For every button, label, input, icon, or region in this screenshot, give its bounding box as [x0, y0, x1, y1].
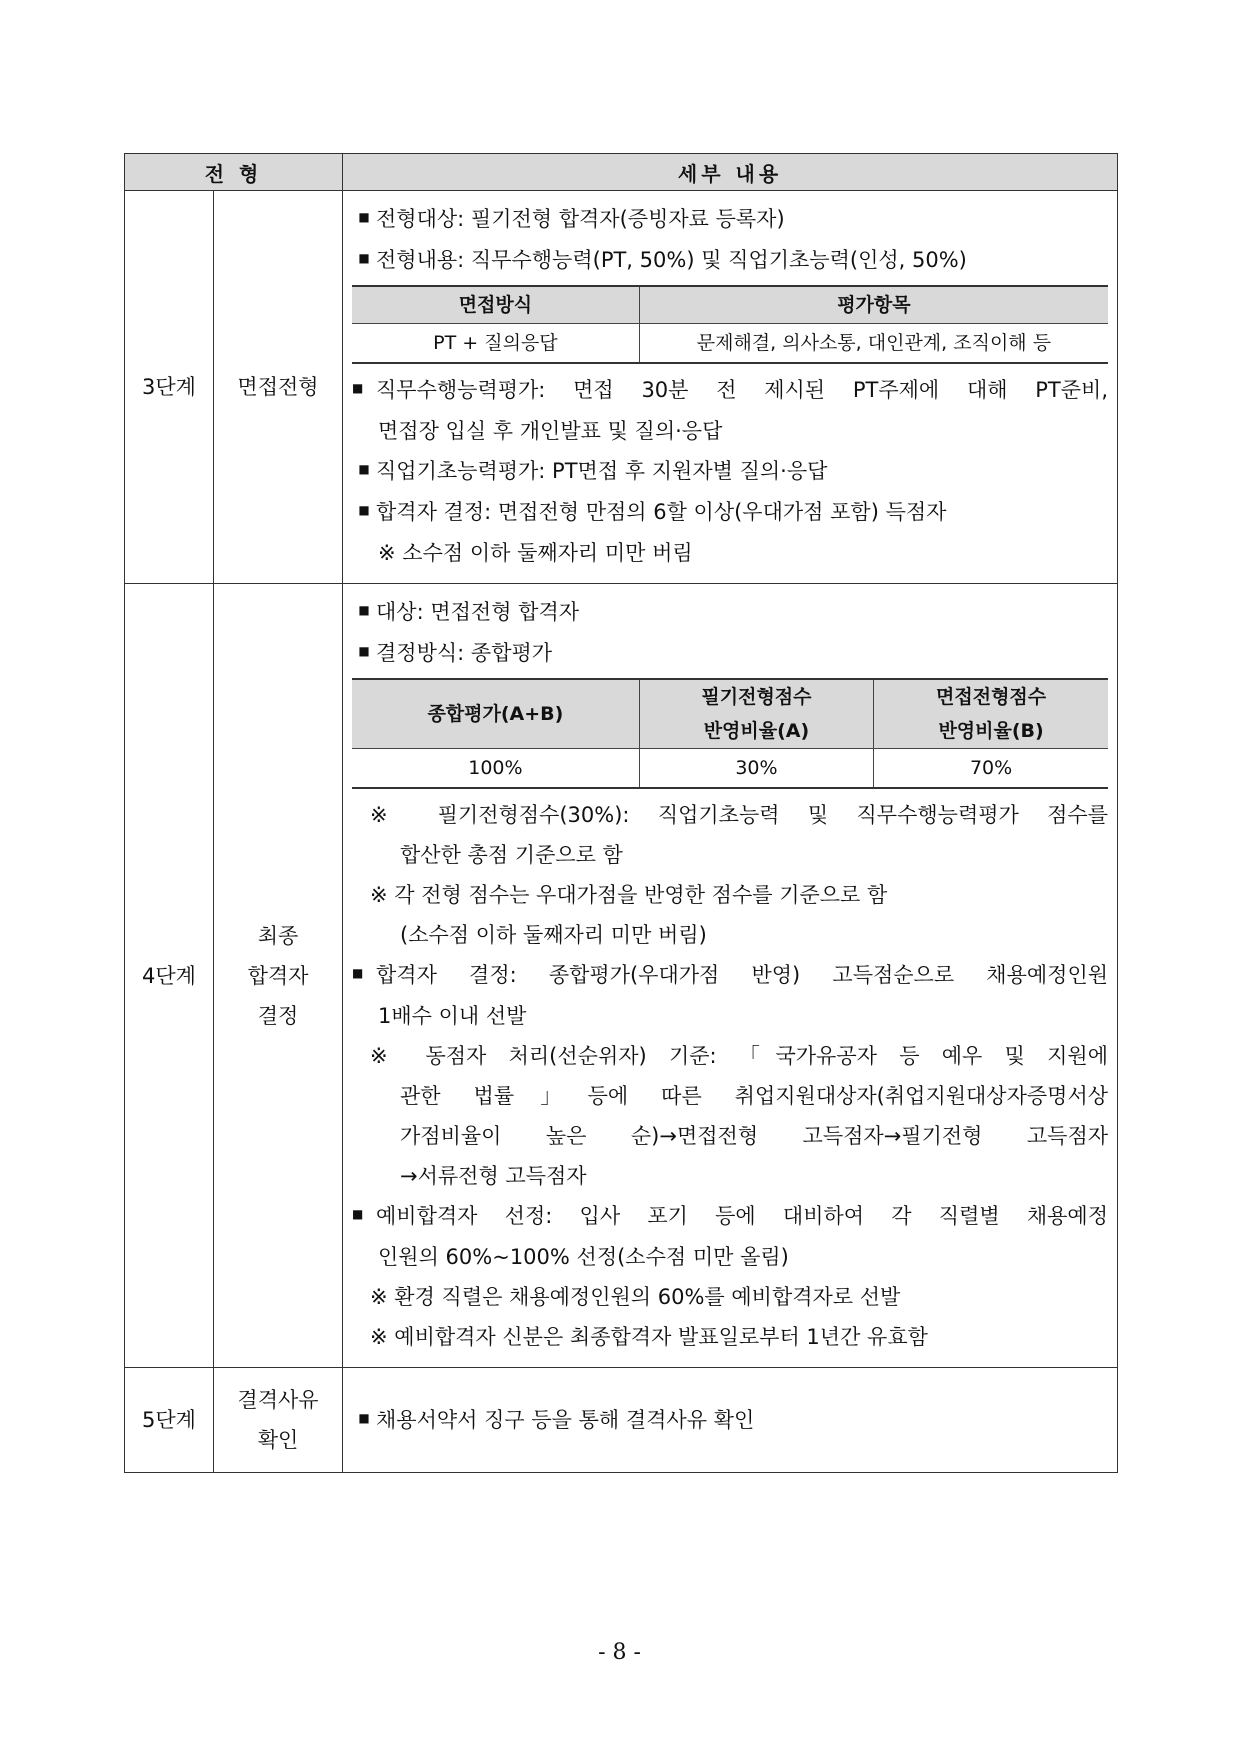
evaluation-items-header: 평가항목: [639, 286, 1108, 324]
list-item: ■ 채용서약서 징구 등을 통해 결격사유 확인: [352, 1400, 1108, 1441]
interview-method-header: 면접방식: [352, 286, 639, 324]
note-continuation: 합산한 총점 기준으로 함: [400, 843, 623, 867]
note-continuation: →서류전형 고득점자: [400, 1164, 587, 1188]
interview-ratio-value: 70%: [874, 749, 1108, 789]
stage5-content: [343, 1368, 1118, 1473]
written-ratio-value: 30%: [639, 749, 873, 789]
list-item: ■ 전형내용: 직무수행능력(PT, 50%) 및 직업기초능력(인성, 50%): [352, 240, 1108, 281]
square-bullet-icon: ■: [358, 1410, 370, 1425]
note: ※ 동점자 처리(선순위자) 기준: 「국가유공자 등 예우 및 지원에: [370, 1044, 1109, 1068]
list-item: ■ 예비합격자 선정: 입사 포기 등에 대비하여 각 직렬별 채용예정: [352, 1196, 1108, 1237]
note: ※ 예비합격자 신분은 최종합격자 발표일로부터 1년간 유효함: [370, 1325, 928, 1349]
square-bullet-icon: ■: [358, 210, 370, 224]
list-item: ■ 직업기초능력평가: PT면접 후 지원자별 질의·응답: [352, 451, 1108, 492]
note: ※ 각 전형 점수는 우대가점을 반영한 점수를 기준으로 함: [370, 883, 888, 907]
table-row-stage4: [125, 584, 1118, 1368]
stage4-name: 최종 합격자 결정: [214, 584, 343, 1368]
recruitment-process-table: [124, 153, 1118, 1473]
total-ratio-value: 100%: [352, 749, 639, 789]
table-row-stage3: [125, 191, 1118, 584]
written-ratio-header: 필기전형점수 반영비율(A): [639, 679, 873, 749]
list-item: ■ 대상: 면접전형 합격자: [352, 592, 1108, 633]
list-item: ■ 합격자 결정: 면접전형 만점의 6할 이상(우대가점 포함) 득점자: [352, 492, 1108, 533]
square-bullet-icon: ■: [352, 1207, 364, 1221]
stage3-name: 면접전형: [214, 191, 343, 584]
header-stage: 전 형: [125, 154, 343, 191]
square-bullet-icon: ■: [358, 462, 370, 476]
stage5-name: 결격사유 확인: [214, 1368, 343, 1473]
note-continuation: 관한 법률」등에 따른 취업지원대상자(취업지원대상자증명서상: [400, 1084, 1109, 1108]
interview-method-table: [352, 285, 1108, 364]
note: ※ 환경 직렬은 채용예정인원의 60%를 예비합격자로 선발: [370, 1285, 901, 1309]
square-bullet-icon: ■: [358, 603, 370, 617]
square-bullet-icon: ■: [352, 381, 364, 395]
list-item: ■ 직무수행능력평가: 면접 30분 전 제시된 PT주제에 대해 PT준비,: [352, 370, 1108, 411]
list-item-continuation: 인원의 60%~100% 선정(소수점 미만 올림): [378, 1245, 789, 1269]
stage3-label: 3단계: [125, 191, 214, 584]
stage5-label: 5단계: [125, 1368, 214, 1473]
note-continuation: 가점비율이 높은 순)→면접전형 고득점자→필기전형 고득점자: [400, 1124, 1109, 1148]
square-bullet-icon: ■: [358, 503, 370, 517]
square-bullet-icon: ■: [352, 966, 364, 980]
page-number: - 8 -: [598, 1640, 641, 1665]
list-item: ■ 결정방식: 종합평가: [352, 633, 1108, 674]
evaluation-items-value: 문제해결, 의사소통, 대인관계, 조직이해 등: [639, 324, 1108, 364]
score-ratio-table: [352, 678, 1108, 789]
list-item-continuation: 면접장 입실 후 개인발표 및 질의·응답: [378, 419, 723, 443]
note-continuation: (소수점 이하 둘째자리 미만 버림): [400, 923, 707, 947]
stage4-label: 4단계: [125, 584, 214, 1368]
table-row-stage5: [125, 1368, 1118, 1473]
square-bullet-icon: ■: [358, 644, 370, 658]
header-details: 세부 내용: [343, 154, 1118, 191]
stage4-content: [343, 584, 1118, 1368]
note: ※ 소수점 이하 둘째자리 미만 버림: [378, 541, 693, 565]
list-item: ■ 전형대상: 필기전형 합격자(증빙자료 등록자): [352, 199, 1108, 240]
note: ※ 필기전형점수(30%): 직업기초능력 및 직무수행능력평가 점수를: [370, 803, 1109, 827]
list-item-continuation: 1배수 이내 선발: [378, 1004, 527, 1028]
square-bullet-icon: ■: [358, 251, 370, 265]
total-eval-header: 종합평가(A+B): [352, 679, 639, 749]
stage3-content: [343, 191, 1118, 584]
table-header-row: [125, 154, 1118, 191]
list-item: ■ 합격자 결정: 종합평가(우대가점 반영) 고득점순으로 채용예정인원: [352, 955, 1108, 996]
interview-method-value: PT + 질의응답: [352, 324, 639, 364]
interview-ratio-header: 면접전형점수 반영비율(B): [874, 679, 1108, 749]
